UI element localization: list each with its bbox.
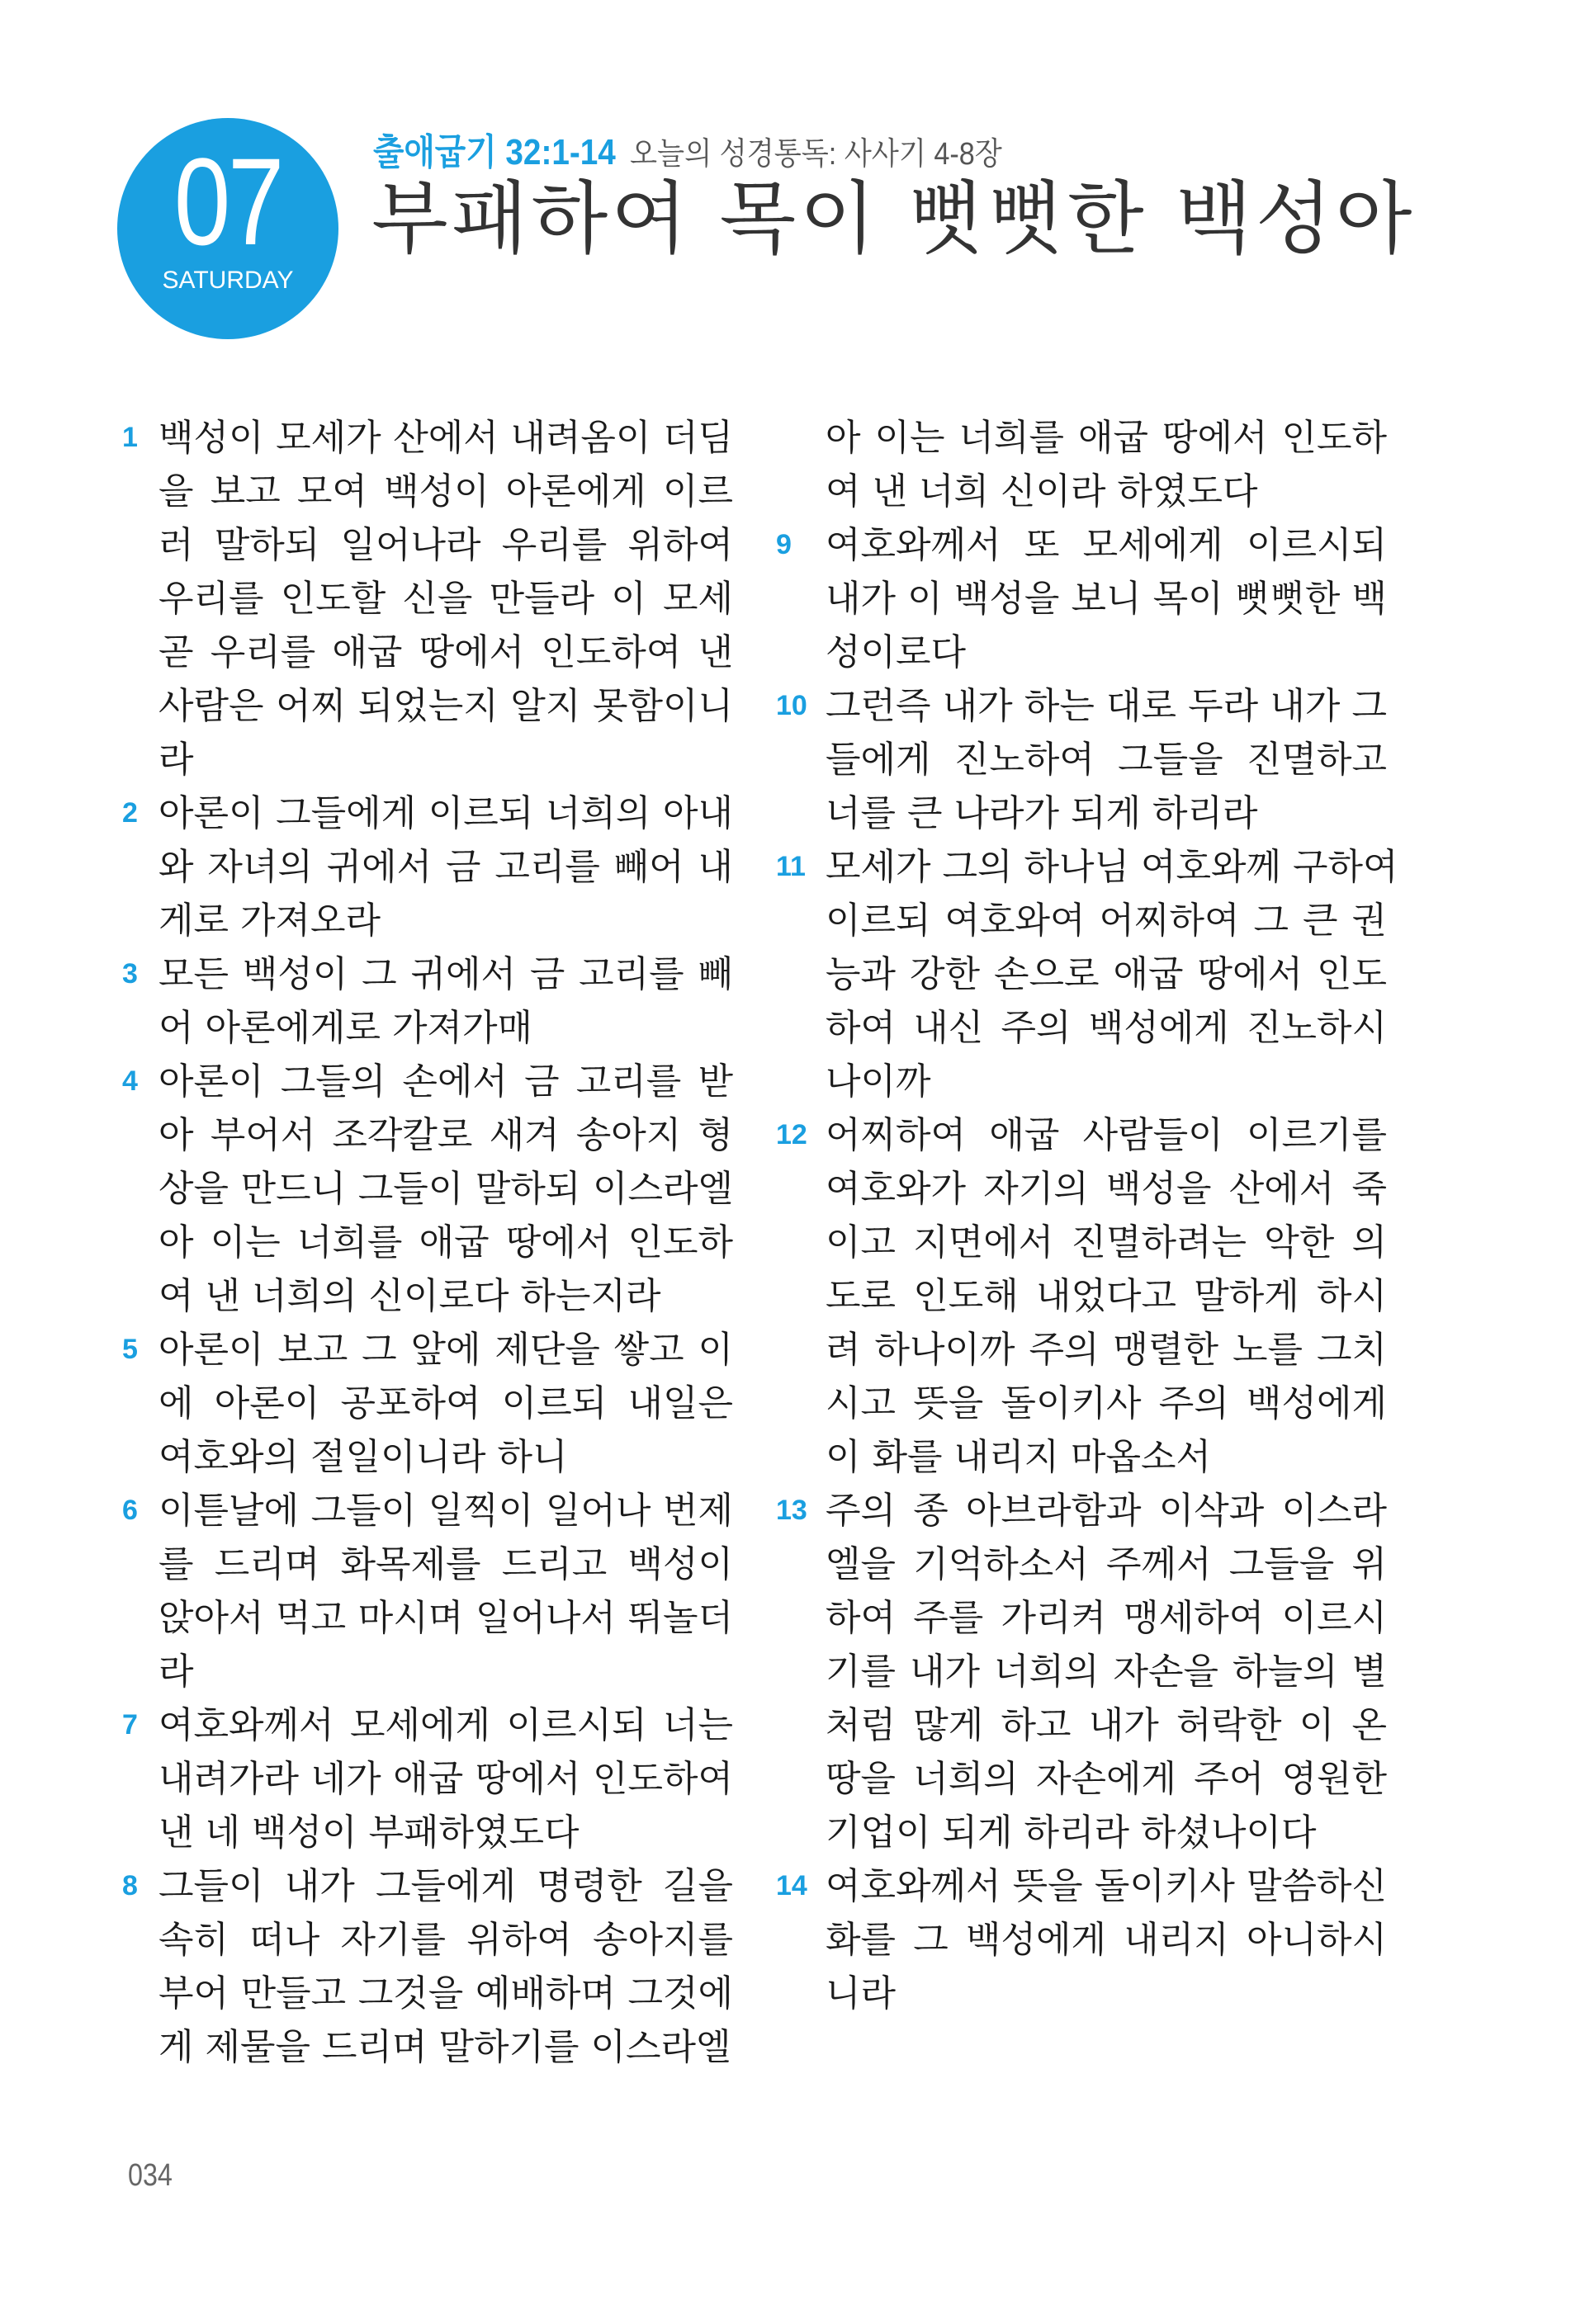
- verse-text-line: 기업이 되게 하리라 하셨나이다: [826, 1811, 1317, 1854]
- verse-text-line: 화를 그 백성에게 내리지 아니하시: [826, 1919, 1387, 1961]
- verse-text-line: 기를 내가 너희의 자손을 하늘의 별: [826, 1651, 1387, 1693]
- verse-text-line: 라: [158, 739, 194, 781]
- verse-text-line: 게로 가져오라: [158, 900, 381, 942]
- verse-text-line: 라: [158, 1651, 194, 1693]
- verse-text-line: 주의 종 아브라함과 이삭과 이스라: [826, 1490, 1387, 1532]
- verse-text-line: 백성이 모세가 산에서 내려옴이 더딤: [158, 417, 733, 459]
- verse: [776, 840, 1398, 1108]
- verse-text-line: 여 낸 너희의 신이로다 하는지라: [158, 1275, 661, 1317]
- verse-text-line: 니라: [826, 1972, 897, 2015]
- verse-text-line: 아 이는 너희를 애굽 땅에서 인도하: [826, 417, 1387, 459]
- verse-text-line: 상을 만드니 그들이 말하되 이스라엘: [158, 1168, 733, 1210]
- verse-number: 3: [122, 958, 138, 990]
- verse-text-line: 여호와의 절일이니라 하니: [158, 1436, 568, 1478]
- scripture-column-right: [776, 411, 1398, 2020]
- verse-number: 4: [122, 1065, 138, 1097]
- verse-text-line: 도로 인도해 내었다고 말하게 하시: [826, 1275, 1387, 1317]
- verse: [122, 1323, 733, 1484]
- verse-text-line: 엘을 기억하소서 주께서 그들을 위: [826, 1543, 1387, 1585]
- day-number: 07: [173, 132, 282, 271]
- verse-text-line: 아론이 그들에게 이르되 너희의 아내: [158, 792, 733, 834]
- verse-text-line: 내려가라 네가 애굽 땅에서 인도하여: [158, 1758, 733, 1800]
- verse-text-line: 앉아서 먹고 마시며 일어나서 뛰놀더: [158, 1597, 733, 1639]
- verse-text-line: 사람은 어찌 되었는지 알지 못함이니: [158, 685, 733, 727]
- verse-number: 6: [122, 1495, 138, 1526]
- today-reading: 오늘의 성경통독: 사사기 4-8장: [630, 137, 1002, 172]
- verse: [122, 1859, 733, 2074]
- verse-text-line: 땅을 너희의 자손에게 주어 영원한: [826, 1758, 1387, 1800]
- verse-text-line: 하여 내신 주의 백성에게 진노하시: [826, 1007, 1387, 1049]
- verse-text-line: 아 부어서 조각칼로 새겨 송아지 형: [158, 1114, 733, 1156]
- verse-text-line: 여호와가 자기의 백성을 산에서 죽: [826, 1168, 1387, 1210]
- passage-reference: 출애굽기 32:1-14: [373, 132, 616, 172]
- page-title: 부패하여 목이 뻣뻣한 백성아: [371, 172, 1416, 265]
- verse-text-line: 모세가 그의 하나님 여호와께 구하여: [826, 846, 1398, 888]
- verse-number: 14: [776, 1870, 807, 1901]
- verse-text-line: 모든 백성이 그 귀에서 금 고리를 빼: [158, 953, 733, 995]
- verse-text-line: 이튿날에 그들이 일찍이 일어나 번제: [158, 1490, 733, 1532]
- verse: [122, 1698, 733, 1859]
- verse-text-line: 에 아론이 공포하여 이르되 내일은: [158, 1382, 733, 1424]
- verse-text-line: 여호와께서 뜻을 돌이키사 말씀하신: [826, 1865, 1387, 1907]
- verse-text-line: 이르되 여호와여 어찌하여 그 큰 권: [826, 900, 1387, 942]
- verse-text-line: 하여 주를 가리켜 맹세하여 이르시: [826, 1597, 1387, 1639]
- page-number: 034: [128, 2158, 173, 2193]
- verse-text-line: 곧 우리를 애굽 땅에서 인도하여 낸: [158, 631, 733, 673]
- verse-text-line: 처럼 많게 하고 내가 허락한 이 온: [826, 1704, 1387, 1746]
- verse-text-line: 러 말하되 일어나라 우리를 위하여: [158, 524, 733, 566]
- verse-text-line: 너를 큰 나라가 되게 하리라: [826, 792, 1258, 834]
- verse: [776, 1859, 1387, 2020]
- verse-text-line: 아론이 그들의 손에서 금 고리를 받: [158, 1060, 733, 1103]
- verse-text-line: 여호와께서 모세에게 이르시되 너는: [158, 1704, 733, 1746]
- verse: [776, 1108, 1387, 1484]
- verse-text-line: 아론이 보고 그 앞에 제단을 쌓고 이: [158, 1329, 733, 1371]
- verse: [122, 411, 733, 786]
- verse-number: 13: [776, 1495, 807, 1526]
- scripture-column-left: [122, 411, 733, 2074]
- verse-text-line: 부어 만들고 그것을 예배하며 그것에: [158, 1972, 733, 2015]
- verse-number: 2: [122, 797, 138, 829]
- verse-text-line: 와 자녀의 귀에서 금 고리를 빼어 내: [158, 846, 733, 888]
- verse: [122, 947, 733, 1055]
- verse-number: 11: [776, 851, 806, 882]
- verse-text-line: 시고 뜻을 돌이키사 주의 백성에게: [826, 1382, 1387, 1424]
- verse-text-line: 성이로다: [826, 631, 967, 673]
- verse-text-line: 를 드리며 화목제를 드리고 백성이: [158, 1543, 733, 1585]
- weekday-label: SATURDAY: [162, 267, 294, 294]
- verse-text-line: 여 낸 너희 신이라 하였도다: [826, 470, 1258, 513]
- verse-number: 10: [776, 690, 807, 721]
- verse-text-line: 우리를 인도할 신을 만들라 이 모세: [158, 578, 733, 620]
- verse: [122, 786, 733, 947]
- verse-text-line: 낸 네 백성이 부패하였도다: [158, 1811, 580, 1854]
- header-reference-line: [373, 122, 1043, 175]
- verse-text-line: 이고 지면에서 진멸하려는 악한 의: [826, 1221, 1387, 1264]
- verse-number: 7: [122, 1709, 138, 1741]
- day-badge: [117, 118, 338, 339]
- verse-text-line: 게 제물을 드리며 말하기를 이스라엘: [158, 2026, 731, 2068]
- verse-text-line: 나이까: [826, 1060, 931, 1103]
- verse: [122, 1055, 733, 1323]
- verse-number: 12: [776, 1119, 807, 1150]
- verse: [776, 411, 1387, 518]
- verse: [776, 518, 1387, 679]
- verse-number: 9: [776, 529, 792, 560]
- verse-text-line: 아 이는 너희를 애굽 땅에서 인도하: [158, 1221, 733, 1264]
- verse-text-line: 을 보고 모여 백성이 아론에게 이르: [158, 470, 733, 513]
- verse-text-line: 속히 떠나 자기를 위하여 송아지를: [158, 1919, 733, 1961]
- verse: [122, 1484, 733, 1698]
- verse-text-line: 이 화를 내리지 마옵소서: [826, 1436, 1211, 1478]
- verse-number: 8: [122, 1870, 138, 1901]
- verse-number: 5: [122, 1334, 138, 1365]
- verse-text-line: 내가 이 백성을 보니 목이 뻣뻣한 백: [826, 578, 1387, 620]
- verse-text-line: 그런즉 내가 하는 대로 두라 내가 그: [826, 685, 1387, 727]
- verse-text-line: 능과 강한 손으로 애굽 땅에서 인도: [826, 953, 1387, 995]
- verse-text-line: 여호와께서 또 모세에게 이르시되: [826, 524, 1387, 566]
- verse: [776, 1484, 1387, 1859]
- verse-number: 1: [122, 422, 138, 453]
- verse-text-line: 어 아론에게로 가져가매: [158, 1007, 533, 1049]
- verse: [776, 679, 1387, 840]
- verse-text-line: 그들이 내가 그들에게 명령한 길을: [158, 1865, 733, 1907]
- verse-text-line: 들에게 진노하여 그들을 진멸하고: [826, 739, 1387, 781]
- verse-text-line: 려 하나이까 주의 맹렬한 노를 그치: [826, 1329, 1387, 1371]
- verse-text-line: 어찌하여 애굽 사람들이 이르기를: [826, 1114, 1387, 1156]
